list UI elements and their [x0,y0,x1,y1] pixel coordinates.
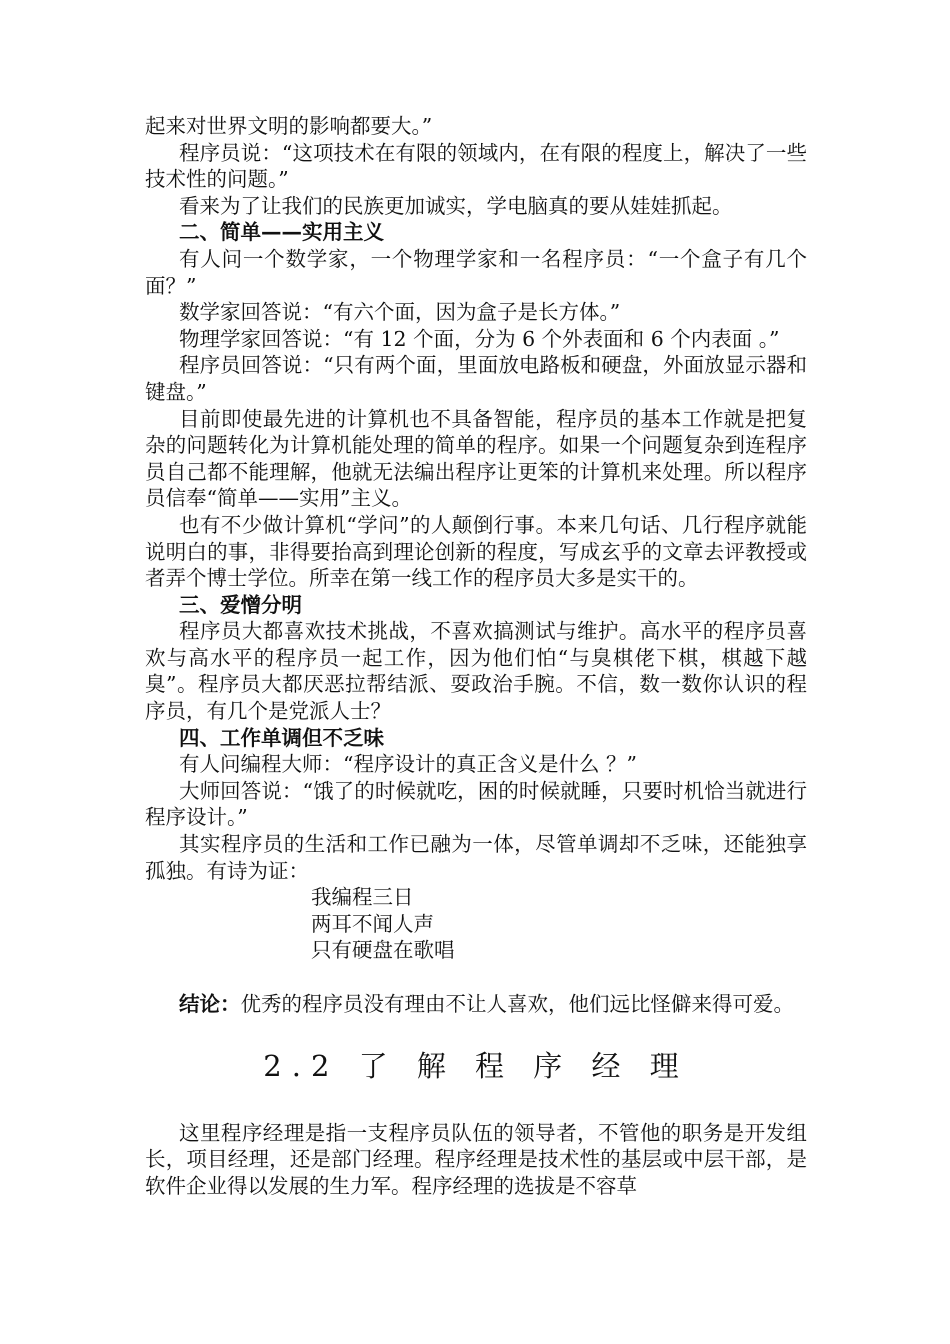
spacer [145,964,807,991]
subsection-heading: 四、工作单调但不乏味 [179,725,384,750]
paragraph: 有人问编程大师：“程序设计的真正含义是什么 ？” [179,752,637,777]
document-page [145,113,807,1199]
conclusion-paragraph [145,991,807,1018]
paragraph: 这里程序经理是指一支程序员队伍的领导者，不管他的职务是开发组长，项目经理，还是部门经理。程序经理是技术性的基层或中层干部，是软件企业得以发展的生力军。程序经理的选拔是不容草 [145,1120,807,1198]
paragraph: 也有不少做计算机“学问”的人颠倒行事。本来几句话、几行程序就能说明白的事，非得要抬高到理论创新的程度，写成玄乎的文章去评教授或者弄个博士学位。所幸在第一线工作的程序员大多是实干的。 [145,512,807,591]
conclusion-label: 结论： [179,992,241,1016]
subsection-heading: 二、简单——实用主义 [179,220,384,245]
paragraph: 其实程序员的生活和工作已融为一体，尽管单调却不乏味，还能独享孤独。有诗为证： [145,832,807,883]
conclusion-text: 优秀的程序员没有理由不让人喜欢，他们远比怪僻来得可爱。 [240,992,794,1016]
paragraph: 大师回答说：“饿了的时候就吃，困的时候就睡，只要时机恰当就进行程序设计。” [145,778,807,830]
section-title: 2.2 了 解 程 序 经 理 [263,1048,689,1083]
paragraph: 程序员回答说：“只有两个面，里面放电路板和硬盘，外面放显示器和键盘。” [145,353,807,404]
paragraph: 有人问一个数学家，一个物理学家和一名程序员：“一个盒子有几个面？” [145,246,807,298]
poem-line: 只有硬盘在歌唱 [311,938,455,963]
paragraph: 物理学家回答说：“有 12 个面，分为 6 个外表面和 6 个内表面 。” [179,326,780,351]
paragraph-continuation: 起来对世界文明的影响都要大。” [145,114,433,138]
paragraph: 目前即使最先进的计算机也不具备智能，程序员的基本工作就是把复杂的问题转化为计算机能处理的简单的程序。如果一个问题复杂到连程序员自己都不能理解，他就无法编出程序让更笨的计算机来处理。所以程序员信奉“简单——实用”主义。 [145,406,807,511]
poem-line: 我编程三日 [311,885,414,910]
subsection-heading: 三、爱憎分明 [179,592,302,617]
paragraph: 程序员大都喜欢技术挑战，不喜欢搞测试与维护。高水平的程序员喜欢与高水平的程序员一起工作，因为他们怕“与臭棋佬下棋，棋越下越臭”。程序员大都厌恶拉帮结派、耍政治手腕。不信，数一数你认识的程序员，有几个是党派人士？ [145,619,807,724]
paragraph: 程序员说：“这项技术在有限的领域内，在有限的程度上，解决了一些技术性的问题。” [145,140,807,192]
paragraph: 数学家回答说：“有六个面，因为盒子是长方体。” [179,300,621,325]
poem-line: 两耳不闻人声 [311,911,434,936]
paragraph: 看来为了让我们的民族更加诚实，学电脑真的要从娃娃抓起。 [179,193,733,218]
